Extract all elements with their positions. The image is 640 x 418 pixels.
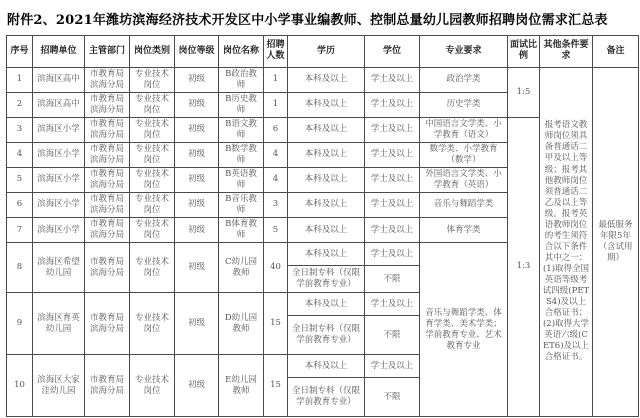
- recruitment-table: [6, 35, 639, 417]
- cell-degree: 学士及以上: [365, 355, 420, 378]
- cell-serial: 10: [7, 355, 33, 417]
- cell-count: 4: [264, 167, 288, 192]
- cell-category: 专业技术岗位: [130, 117, 175, 142]
- cell-serial: 6: [7, 192, 33, 217]
- cell-major: 数学类、小学教育（数学）: [420, 142, 508, 167]
- cell-count: 3: [264, 192, 288, 217]
- cell-post: E幼儿园教师: [219, 355, 264, 417]
- cell-serial: 7: [7, 218, 33, 243]
- cell-unit: 滨海区高中: [33, 92, 85, 117]
- cell-education: 全日制专科（仅限学前教育专业）: [288, 378, 365, 417]
- cell-interview-ratio: 1:3: [508, 117, 540, 416]
- cell-major: 音乐与舞蹈学类、体育学类、美术学类；学前教育专业、艺术教育专业: [420, 243, 508, 417]
- cell-count: 15: [264, 355, 288, 417]
- cell-department: 市教育局滨海分局: [85, 192, 130, 217]
- col-header-other: 其他条件要求: [540, 36, 593, 68]
- cell-post: C幼儿园教师: [219, 243, 264, 293]
- cell-department: 市教育局滨海分局: [85, 117, 130, 142]
- cell-level: 初级: [175, 355, 219, 417]
- cell-remark: 最低服务年限5年（含试用期）: [593, 67, 639, 417]
- cell-category: 专业技术岗位: [130, 243, 175, 293]
- cell-serial: 9: [7, 293, 33, 355]
- cell-major: 政治学类: [420, 67, 508, 92]
- cell-unit: 滨海区小学: [33, 218, 85, 243]
- cell-serial: 4: [7, 142, 33, 167]
- cell-major: 外国语言文学类、小学教育（英语）: [420, 167, 508, 192]
- cell-major: 历史学类: [420, 92, 508, 117]
- cell-count: 40: [264, 243, 288, 293]
- cell-category: 专业技术岗位: [130, 293, 175, 355]
- cell-category: 专业技术岗位: [130, 67, 175, 92]
- col-header-post: 岗位名称: [219, 36, 264, 68]
- cell-education: 全日制专科（仅限学前教育专业）: [288, 316, 365, 355]
- cell-major: 音乐与舞蹈学类: [420, 192, 508, 217]
- cell-department: 市教育局滨海分局: [85, 92, 130, 117]
- cell-count: 1: [264, 92, 288, 117]
- cell-level: 初级: [175, 243, 219, 293]
- cell-department: 市教育局滨海分局: [85, 243, 130, 293]
- col-header-remark: 备注: [593, 36, 639, 68]
- cell-education: 本科及以上: [288, 67, 365, 92]
- cell-post: B语文教师: [219, 117, 264, 142]
- cell-degree: 不限: [365, 378, 420, 417]
- cell-count: 5: [264, 218, 288, 243]
- col-header-ratio: 面试比例: [508, 36, 540, 68]
- cell-degree: 不限: [365, 266, 420, 293]
- cell-level: 初级: [175, 67, 219, 92]
- cell-serial: 5: [7, 167, 33, 192]
- cell-serial: 2: [7, 92, 33, 117]
- cell-level: 初级: [175, 218, 219, 243]
- cell-category: 专业技术岗位: [130, 142, 175, 167]
- cell-post: B体育教师: [219, 218, 264, 243]
- cell-degree: 学士及以上: [365, 92, 420, 117]
- cell-education: 本科及以上: [288, 243, 365, 266]
- cell-department: 市教育局滨海分局: [85, 167, 130, 192]
- col-header-level: 岗位等级: [175, 36, 219, 68]
- cell-level: 初级: [175, 142, 219, 167]
- cell-education: 本科及以上: [288, 218, 365, 243]
- cell-education: 本科及以上: [288, 167, 365, 192]
- cell-major: 体育学类: [420, 218, 508, 243]
- col-header-serial: 序号: [7, 36, 33, 68]
- cell-post: B英语教师: [219, 167, 264, 192]
- cell-education: 本科及以上: [288, 142, 365, 167]
- cell-category: 专业技术岗位: [130, 355, 175, 417]
- cell-unit: 滨海区育英幼儿园: [33, 293, 85, 355]
- cell-education: 本科及以上: [288, 192, 365, 217]
- col-header-category: 岗位类别: [130, 36, 175, 68]
- cell-count: 4: [264, 142, 288, 167]
- cell-department: 市教育局滨海分局: [85, 218, 130, 243]
- cell-degree: 学士及以上: [365, 67, 420, 92]
- cell-interview-ratio: 1:5: [508, 67, 540, 117]
- cell-category: 专业技术岗位: [130, 92, 175, 117]
- cell-department: 市教育局滨海分局: [85, 67, 130, 92]
- cell-education: 本科及以上: [288, 293, 365, 316]
- cell-level: 初级: [175, 117, 219, 142]
- table-row: [7, 67, 639, 92]
- col-header-major: 专业要求: [420, 36, 508, 68]
- cell-degree: 学士及以上: [365, 243, 420, 266]
- cell-unit: 滨海区小学: [33, 167, 85, 192]
- cell-post: B政治教师: [219, 67, 264, 92]
- cell-unit: 滨海区小学: [33, 117, 85, 142]
- cell-degree: 学士及以上: [365, 192, 420, 217]
- cell-category: 专业技术岗位: [130, 167, 175, 192]
- cell-unit: 滨海区大家洼幼儿园: [33, 355, 85, 417]
- cell-education: 本科及以上: [288, 117, 365, 142]
- cell-unit: 滨海区小学: [33, 142, 85, 167]
- cell-degree: 学士及以上: [365, 293, 420, 316]
- cell-post: B音乐教师: [219, 192, 264, 217]
- header-row: [7, 36, 639, 68]
- cell-unit: 滨海区希望幼儿园: [33, 243, 85, 293]
- cell-education: 本科及以上: [288, 92, 365, 117]
- col-header-department: 主管部门: [85, 36, 130, 68]
- cell-degree: 学士及以上: [365, 117, 420, 142]
- cell-unit: 滨海区高中: [33, 67, 85, 92]
- cell-department: 市教育局滨海分局: [85, 142, 130, 167]
- cell-department: 市教育局滨海分局: [85, 293, 130, 355]
- col-header-count: 招聘人数: [264, 36, 288, 68]
- cell-count: 15: [264, 293, 288, 355]
- cell-unit: 滨海区小学: [33, 192, 85, 217]
- cell-level: 初级: [175, 192, 219, 217]
- cell-post: D幼儿园教师: [219, 293, 264, 355]
- cell-level: 初级: [175, 92, 219, 117]
- cell-level: 初级: [175, 167, 219, 192]
- cell-degree: 学士及以上: [365, 167, 420, 192]
- cell-level: 初级: [175, 293, 219, 355]
- cell-degree: 不限: [365, 316, 420, 355]
- cell-other-requirements: 报考语文教师岗位须具备普通话二甲及以上等级；报考其他教师岗位须普通话二乙及以上等级。报考英语教师岗位的考生须符合以下条件其中之一：(1)取得全国英语等级考试四级(PETS4)及以上合格证书；(2)取得大学英语六级(CET6)及以上合格证书。: [540, 67, 593, 417]
- cell-degree: 学士及以上: [365, 142, 420, 167]
- cell-category: 专业技术岗位: [130, 218, 175, 243]
- cell-education: 全日制专科（仅限学前教育专业）: [288, 266, 365, 293]
- cell-serial: 1: [7, 67, 33, 92]
- cell-degree: 学士及以上: [365, 218, 420, 243]
- col-header-unit: 招聘单位: [33, 36, 85, 68]
- cell-serial: 3: [7, 117, 33, 142]
- cell-major: 中国语言文学类、小学教育（语文）: [420, 117, 508, 142]
- col-header-degree: 学位: [365, 36, 420, 68]
- col-header-education: 学历: [288, 36, 365, 68]
- cell-count: 1: [264, 67, 288, 92]
- cell-category: 专业技术岗位: [130, 192, 175, 217]
- document-title: 附件2、2021年潍坊滨海经济技术开发区中小学事业编教师、控制总量幼儿园教师招聘岗位需求汇总表: [7, 13, 608, 28]
- cell-education: 本科及以上: [288, 355, 365, 378]
- cell-serial: 8: [7, 243, 33, 293]
- cell-count: 6: [264, 117, 288, 142]
- cell-department: 市教育局滨海分局: [85, 355, 130, 417]
- cell-post: B数学教师: [219, 142, 264, 167]
- cell-post: B历史教师: [219, 92, 264, 117]
